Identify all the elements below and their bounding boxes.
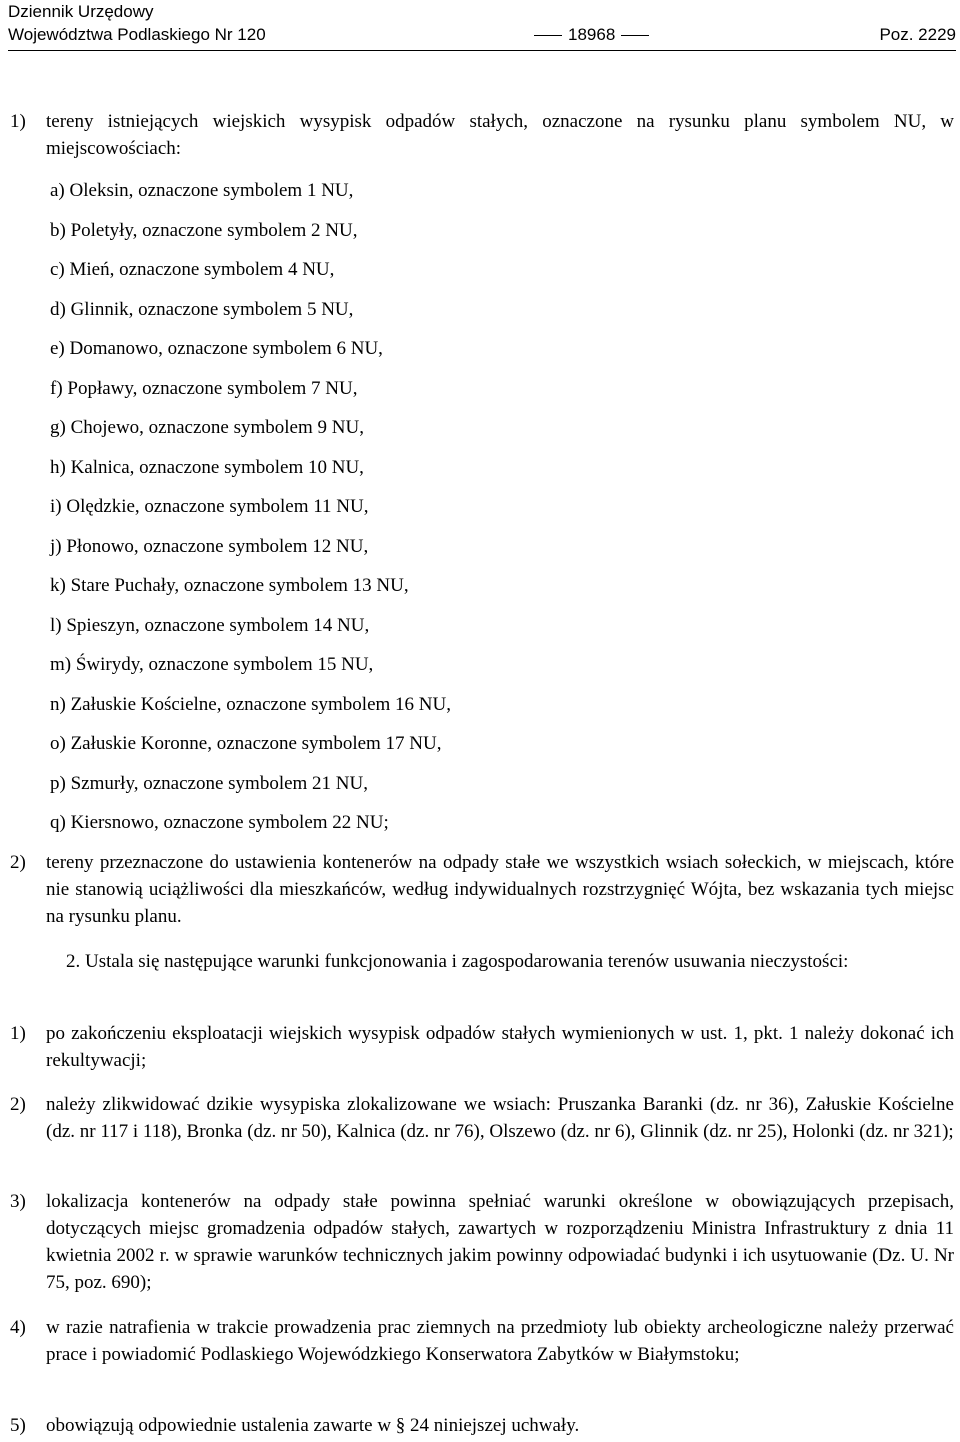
sub-list-item: a) Oleksin, oznaczone symbolem 1 NU,	[50, 180, 354, 201]
sub-list-item: p) Szmurły, oznaczone symbolem 21 NU,	[50, 773, 368, 794]
item-number: 4)	[10, 1317, 26, 1338]
list-item	[10, 1020, 954, 1074]
sub-list-item: o) Załuskie Koronne, oznaczone symbolem 17 NU,	[50, 733, 442, 754]
item-number: 1)	[10, 1023, 26, 1044]
item-text: obowiązują odpowiednie ustalenia zawarte w § 24 niniejszej uchwały.	[46, 1415, 580, 1436]
sub-list-item: n) Załuskie Kościelne, oznaczone symbolem 16 NU,	[50, 694, 451, 715]
item-number: 2)	[10, 852, 26, 873]
sub-list-item: m) Świrydy, oznaczone symbolem 15 NU,	[50, 654, 374, 675]
page-number	[528, 23, 655, 46]
item-text: należy zlikwidować dzikie wysypiska zlokalizowane we wsiach: Pruszanka Baranki (dz. nr 36), Załuskie Kościelne (dz. nr 117 i 118), Bronka (dz. nr 50), Kalnica (dz. nr 76), Olszewo (dz. nr 6), Glinnik (dz. nr 25), Holonki (dz. nr 321);	[46, 1094, 954, 1142]
position-number: Poz. 2229	[879, 25, 956, 44]
dash-right	[621, 35, 649, 36]
sub-list-item: j) Płonowo, oznaczone symbolem 12 NU,	[50, 536, 369, 557]
journal-title: Dziennik Urzędowy	[8, 2, 154, 21]
list-item	[10, 1091, 954, 1145]
sub-list-item: l) Spieszyn, oznaczone symbolem 14 NU,	[50, 615, 370, 636]
sub-list-item: h) Kalnica, oznaczone symbolem 10 NU,	[50, 457, 364, 478]
sub-list-item: g) Chojewo, oznaczone symbolem 9 NU,	[50, 417, 364, 438]
sub-list-item: c) Mień, oznaczone symbolem 4 NU,	[50, 259, 335, 280]
sub-list-item: i) Olędzkie, oznaczone symbolem 11 NU,	[50, 496, 369, 517]
section-intro: 2. Ustala się następujące warunki funkcjonowania i zagospodarowania terenów usuwania nieczystości:	[66, 951, 849, 972]
list-item	[10, 849, 954, 930]
item-number: 3)	[10, 1191, 26, 1212]
item-text: tereny przeznaczone do ustawienia kontenerów na odpady stałe we wszystkich wsiach sołeckich, w miejscach, które nie stanowią uciążliwości dla mieszkańców, według indywidualnych rozstrzygnięć Wójta, bez wskazania tych miejsc na rysunku planu.	[46, 852, 954, 927]
page-number-text: 18968	[568, 25, 616, 44]
list-item	[10, 1188, 954, 1296]
item-number: 5)	[10, 1415, 26, 1436]
sub-list-item: k) Stare Puchały, oznaczone symbolem 13 NU,	[50, 575, 409, 596]
list-item	[10, 1314, 954, 1368]
header-rule	[8, 50, 956, 51]
item-text: tereny istniejących wiejskich wysypisk odpadów stałych, oznaczone na rysunku planu symbolem NU, w miejscowościach:	[46, 111, 954, 159]
list-item	[10, 108, 954, 162]
item-text: lokalizacja kontenerów na odpady stałe powinna spełniać warunki określone w obowiązujących przepisach, dotyczących miejsc gromadzenia odpadów stałych, zawartych w rozporządzeniu Ministra Infrastruktury z dnia 11 kwietnia 2002 r. w sprawie warunków technicznych jakim powinny odpowiadać budynki i ich usytuowanie (Dz. U. Nr 75, poz. 690);	[46, 1191, 954, 1293]
item-text: po zakończeniu eksploatacji wiejskich wysypisk odpadów stałych wymienionych w ust. 1, pkt. 1 należy dokonać ich rekultywacji;	[46, 1023, 954, 1071]
sub-list-item: q) Kiersnowo, oznaczone symbolem 22 NU;	[50, 812, 389, 833]
sub-list-item: e) Domanowo, oznaczone symbolem 6 NU,	[50, 338, 383, 359]
dash-left	[534, 35, 562, 36]
sub-list-item: f) Popławy, oznaczone symbolem 7 NU,	[50, 378, 358, 399]
sub-list-item: b) Poletyły, oznaczone symbolem 2 NU,	[50, 220, 358, 241]
journal-issue: Województwa Podlaskiego Nr 120	[8, 25, 266, 44]
item-number: 2)	[10, 1094, 26, 1115]
sub-list-item: d) Glinnik, oznaczone symbolem 5 NU,	[50, 299, 354, 320]
item-text: w razie natrafienia w trakcie prowadzenia prac ziemnych na przedmioty lub obiekty archeologiczne należy przerwać prace i powiadomić Podlaskiego Wojewódzkiego Konserwatora Zabytków w Białymstoku;	[46, 1317, 954, 1365]
item-number: 1)	[10, 111, 26, 132]
list-item	[10, 1412, 954, 1439]
page-header	[8, 0, 956, 50]
